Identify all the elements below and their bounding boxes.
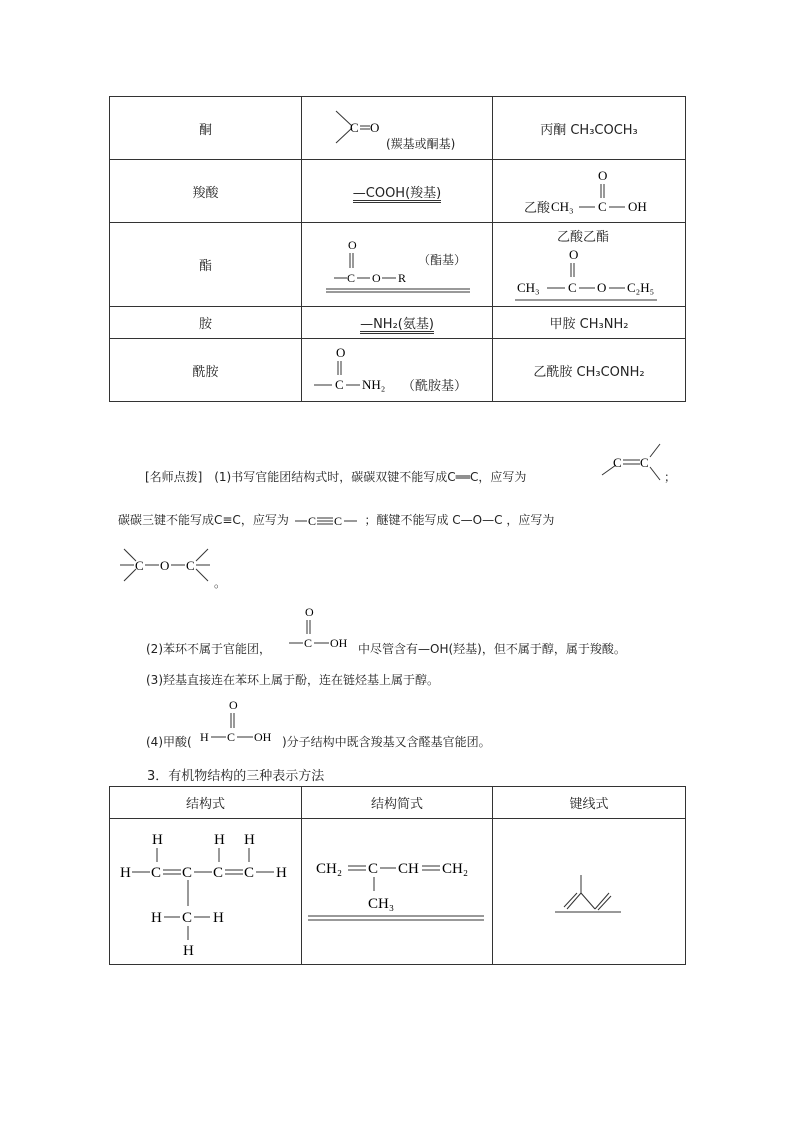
svg-text:O: O bbox=[569, 247, 579, 262]
svg-text:C: C bbox=[613, 455, 622, 470]
structure-representation-table bbox=[109, 786, 686, 965]
atom: O bbox=[598, 168, 608, 183]
group-structure bbox=[302, 97, 493, 160]
isoprene-full-structure bbox=[116, 822, 296, 962]
svg-text:C: C bbox=[213, 865, 224, 881]
example bbox=[493, 160, 686, 223]
svg-text:O: O bbox=[336, 345, 346, 360]
alkyne-structure bbox=[295, 514, 359, 528]
svg-text:C: C bbox=[182, 865, 193, 881]
table-row bbox=[110, 339, 686, 402]
svg-text:O: O bbox=[348, 238, 357, 252]
group-label: (羰基或酮基) bbox=[386, 137, 456, 151]
svg-text:C: C bbox=[244, 865, 255, 881]
svg-text:CH: CH bbox=[398, 861, 419, 877]
table-row bbox=[110, 819, 686, 965]
class-name: 羧酸 bbox=[110, 160, 302, 223]
svg-text:R: R bbox=[398, 271, 407, 285]
group-text: —NH₂(氨基) bbox=[360, 313, 434, 332]
condensed-structural-formula bbox=[302, 819, 493, 965]
table-row bbox=[110, 160, 686, 223]
svg-text:C: C bbox=[347, 271, 356, 285]
class-name: 酯 bbox=[110, 223, 302, 307]
svg-text:CH₂: CH₂ bbox=[316, 861, 343, 877]
note-sep: ； bbox=[664, 470, 677, 484]
atom: CH₃ bbox=[551, 199, 574, 214]
atom: C bbox=[598, 199, 607, 214]
note-4-b: )分子结构中既含羧基又含醛基官能团。 bbox=[282, 735, 491, 749]
ethyl-acetate-structure bbox=[515, 245, 685, 305]
svg-text:C: C bbox=[307, 513, 316, 528]
svg-text:C: C bbox=[568, 280, 577, 295]
svg-text:OH: OH bbox=[254, 730, 272, 744]
svg-text:C: C bbox=[182, 910, 193, 926]
full-structural-formula bbox=[110, 819, 302, 965]
example-title: 乙酸乙酯 bbox=[557, 230, 610, 245]
svg-text:C: C bbox=[304, 636, 313, 650]
note-3: (3)羟基直接连在苯环上属于酚，连在链烃基上属于醇。 bbox=[146, 673, 440, 687]
svg-text:NH₂: NH₂ bbox=[362, 377, 386, 392]
ether-structure bbox=[118, 543, 218, 593]
functional-group-table bbox=[109, 96, 686, 402]
skeletal-formula bbox=[493, 819, 686, 965]
group-structure bbox=[302, 160, 493, 223]
svg-text:H: H bbox=[120, 865, 131, 881]
svg-text:CH₃: CH₃ bbox=[368, 896, 395, 912]
group-label: （酰胺基） bbox=[402, 379, 468, 394]
svg-text:C: C bbox=[151, 865, 162, 881]
svg-text:C: C bbox=[186, 558, 195, 573]
column-header: 键线式 bbox=[493, 787, 686, 819]
carboxyl-structure bbox=[287, 603, 359, 651]
formic-acid-structure bbox=[196, 696, 282, 744]
example: 甲胺 CH₃NH₂ bbox=[493, 307, 686, 339]
note-prefix: [名师点拨] bbox=[145, 470, 203, 484]
svg-text:H: H bbox=[213, 910, 224, 926]
svg-text:O: O bbox=[160, 558, 170, 573]
svg-text:H: H bbox=[276, 865, 287, 881]
note-1-line-1 bbox=[145, 468, 526, 485]
group-structure bbox=[302, 339, 493, 402]
svg-text:C: C bbox=[640, 455, 649, 470]
svg-text:C₂H₅: C₂H₅ bbox=[627, 280, 655, 295]
svg-text:CH₂: CH₂ bbox=[442, 861, 469, 877]
example: 丙酮 CH₃COCH₃ bbox=[493, 97, 686, 160]
group-text: —COOH(羧基) bbox=[353, 182, 441, 201]
class-name: 酮 bbox=[110, 97, 302, 160]
acetic-acid-structure bbox=[551, 162, 691, 220]
class-name: 胺 bbox=[110, 307, 302, 339]
section-title: 3．有机物结构的三种表示方法 bbox=[147, 769, 325, 784]
svg-text:CH₃: CH₃ bbox=[517, 280, 540, 295]
class-name: 酰胺 bbox=[110, 339, 302, 402]
group-label: （酯基） bbox=[418, 253, 467, 267]
note-text: 碳碳三键不能写成C≡C，应写为 bbox=[118, 513, 289, 527]
svg-text:C: C bbox=[333, 513, 342, 528]
svg-text:H: H bbox=[214, 832, 225, 848]
svg-text:C: C bbox=[135, 558, 144, 573]
column-header: 结构简式 bbox=[302, 787, 493, 819]
note-2-b: 中尽管含有—OH(羟基)，但不属于醇，属于羧酸。 bbox=[358, 642, 626, 656]
column-header: 结构式 bbox=[110, 787, 302, 819]
isoprene-condensed-structure bbox=[308, 853, 493, 953]
alkene-structure bbox=[600, 440, 670, 490]
note-2-a: (2)苯环不属于官能团， bbox=[146, 642, 271, 656]
svg-text:O: O bbox=[229, 698, 238, 712]
svg-text:O: O bbox=[372, 271, 381, 285]
note-text: (1)书写官能团结构式时，碳碳双键不能写成C══C，应写为 bbox=[214, 470, 527, 484]
svg-text:C: C bbox=[350, 120, 359, 135]
svg-text:O: O bbox=[370, 120, 380, 135]
example-prefix: 乙酸 bbox=[524, 201, 551, 216]
svg-text:C: C bbox=[368, 861, 379, 877]
svg-text:H: H bbox=[151, 910, 162, 926]
svg-text:H: H bbox=[183, 943, 194, 959]
table-header-row bbox=[110, 787, 686, 819]
note-4-a: (4)甲酸( bbox=[146, 735, 192, 749]
svg-text:H: H bbox=[200, 730, 209, 744]
svg-text:H: H bbox=[152, 832, 163, 848]
example: 乙酰胺 CH₃CONH₂ bbox=[493, 339, 686, 402]
group-structure bbox=[302, 223, 493, 307]
svg-text:OH: OH bbox=[330, 636, 348, 650]
svg-text:C: C bbox=[227, 730, 236, 744]
group-structure bbox=[302, 307, 493, 339]
example bbox=[493, 223, 686, 307]
note-end: 。 bbox=[214, 576, 227, 590]
isoprene-skeletal-structure bbox=[553, 869, 633, 929]
note-text: ；醚键不能写成 C—O—C ，应写为 bbox=[364, 513, 555, 527]
svg-text:O: O bbox=[597, 280, 607, 295]
svg-text:O: O bbox=[305, 605, 314, 619]
table-row bbox=[110, 223, 686, 307]
atom: OH bbox=[628, 199, 647, 214]
note-1-line-2 bbox=[118, 511, 554, 528]
table-row bbox=[110, 307, 686, 339]
svg-text:H: H bbox=[244, 832, 255, 848]
svg-text:C: C bbox=[335, 377, 344, 392]
table-row bbox=[110, 97, 686, 160]
